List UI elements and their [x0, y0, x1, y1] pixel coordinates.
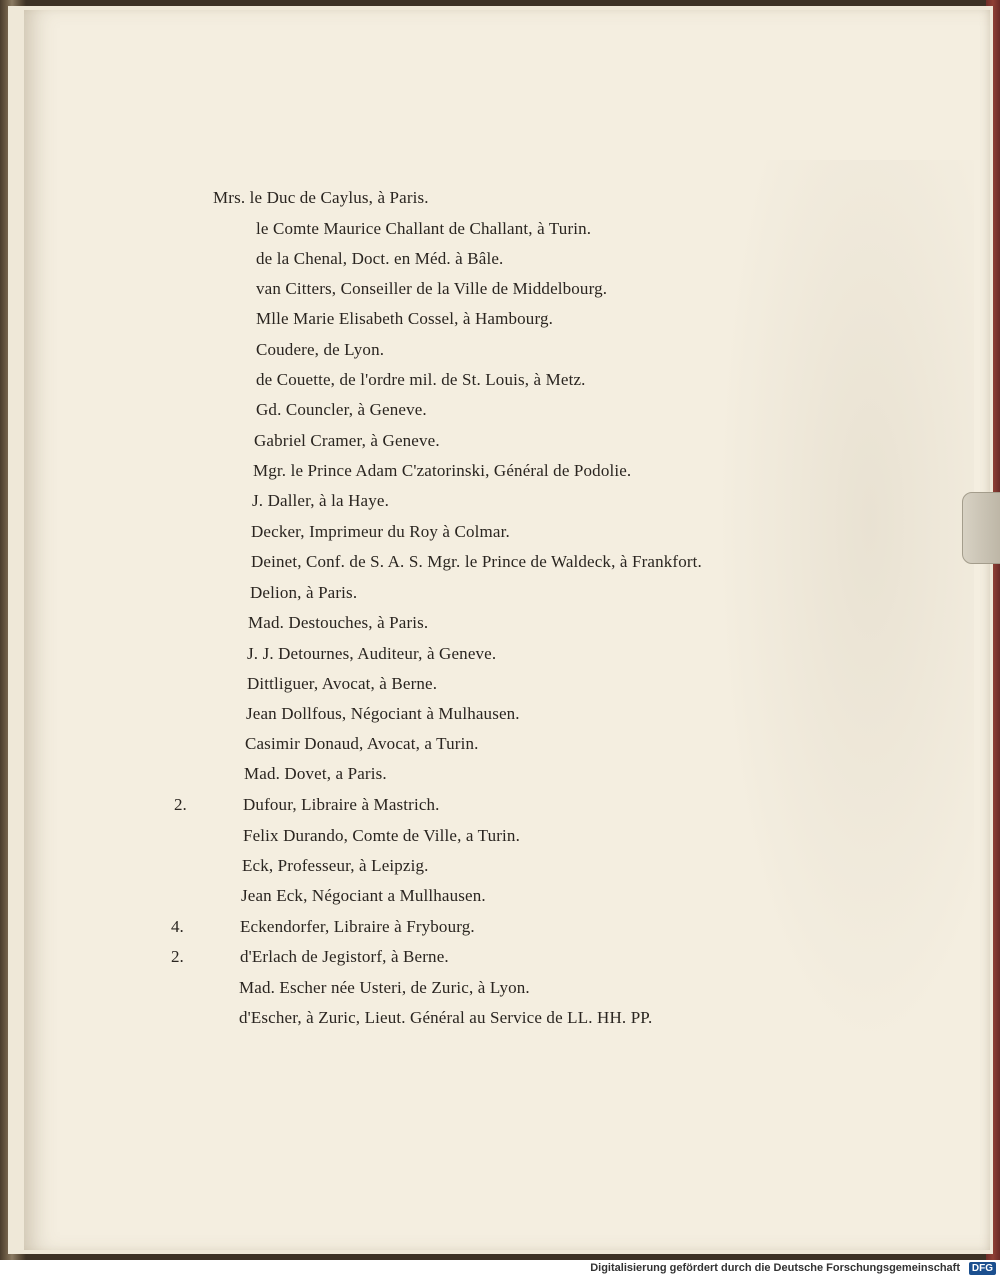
- list-entry: Mrs. le Duc de Caylus, à Paris.: [213, 188, 429, 207]
- entry-count: 2.: [171, 947, 184, 966]
- list-entry: Jean Dollfous, Négociant à Mulhausen.: [246, 704, 520, 723]
- list-entry: d'Erlach de Jegistorf, à Berne.: [240, 947, 449, 966]
- list-entry: Casimir Donaud, Avocat, a Turin.: [245, 734, 479, 753]
- list-entry: de Couette, de l'ordre mil. de St. Louis, à Metz.: [256, 370, 586, 389]
- list-entry: Dittliguer, Avocat, à Berne.: [247, 674, 438, 693]
- show-through: [714, 160, 974, 1060]
- funding-notice: Digitalisierung gefördert durch die Deutsche Forschungsgemeinschaft: [590, 1262, 960, 1274]
- page-tab-clip: [962, 492, 1000, 564]
- list-entry: J. Daller, à la Haye.: [252, 491, 389, 510]
- list-entry: Gd. Councler, à Geneve.: [256, 400, 427, 419]
- book-page: [24, 10, 990, 1250]
- entry-count: 4.: [171, 917, 184, 936]
- list-entry: Decker, Imprimeur du Roy à Colmar.: [251, 522, 510, 541]
- list-entry: Eck, Professeur, à Leipzig.: [242, 856, 429, 875]
- list-entry: de la Chenal, Doct. en Méd. à Bâle.: [256, 249, 504, 268]
- list-entry: Jean Eck, Négociant a Mullhausen.: [241, 886, 486, 905]
- list-entry: J. J. Detournes, Auditeur, à Geneve.: [247, 644, 497, 663]
- list-entry: Mad. Dovet, a Paris.: [244, 764, 387, 783]
- list-entry: Coudere, de Lyon.: [256, 340, 385, 359]
- list-entry: Deinet, Conf. de S. A. S. Mgr. le Prince de Waldeck, à Frankfort.: [251, 552, 702, 571]
- dfg-logo: DFG: [969, 1262, 996, 1275]
- list-entry: Felix Durando, Comte de Ville, a Turin.: [243, 826, 520, 845]
- list-entry: Dufour, Libraire à Mastrich.: [243, 795, 440, 814]
- list-entry: Mad. Escher née Usteri, de Zuric, à Lyon.: [239, 978, 530, 997]
- list-entry: d'Escher, à Zuric, Lieut. Général au Service de LL. HH. PP.: [239, 1008, 653, 1027]
- list-entry: Mad. Destouches, à Paris.: [248, 613, 429, 632]
- list-entry: Delion, à Paris.: [250, 583, 358, 602]
- list-entry: Mgr. le Prince Adam C'zatorinski, Général de Podolie.: [253, 461, 632, 480]
- list-entry: le Comte Maurice Challant de Challant, à Turin.: [256, 219, 592, 238]
- entry-count: 2.: [174, 795, 187, 814]
- list-entry: Eckendorfer, Libraire à Frybourg.: [240, 917, 475, 936]
- list-entry: Gabriel Cramer, à Geneve.: [254, 431, 440, 450]
- list-entry: Mlle Marie Elisabeth Cossel, à Hambourg.: [256, 309, 553, 328]
- list-entry: van Citters, Conseiller de la Ville de Middelbourg.: [256, 279, 608, 298]
